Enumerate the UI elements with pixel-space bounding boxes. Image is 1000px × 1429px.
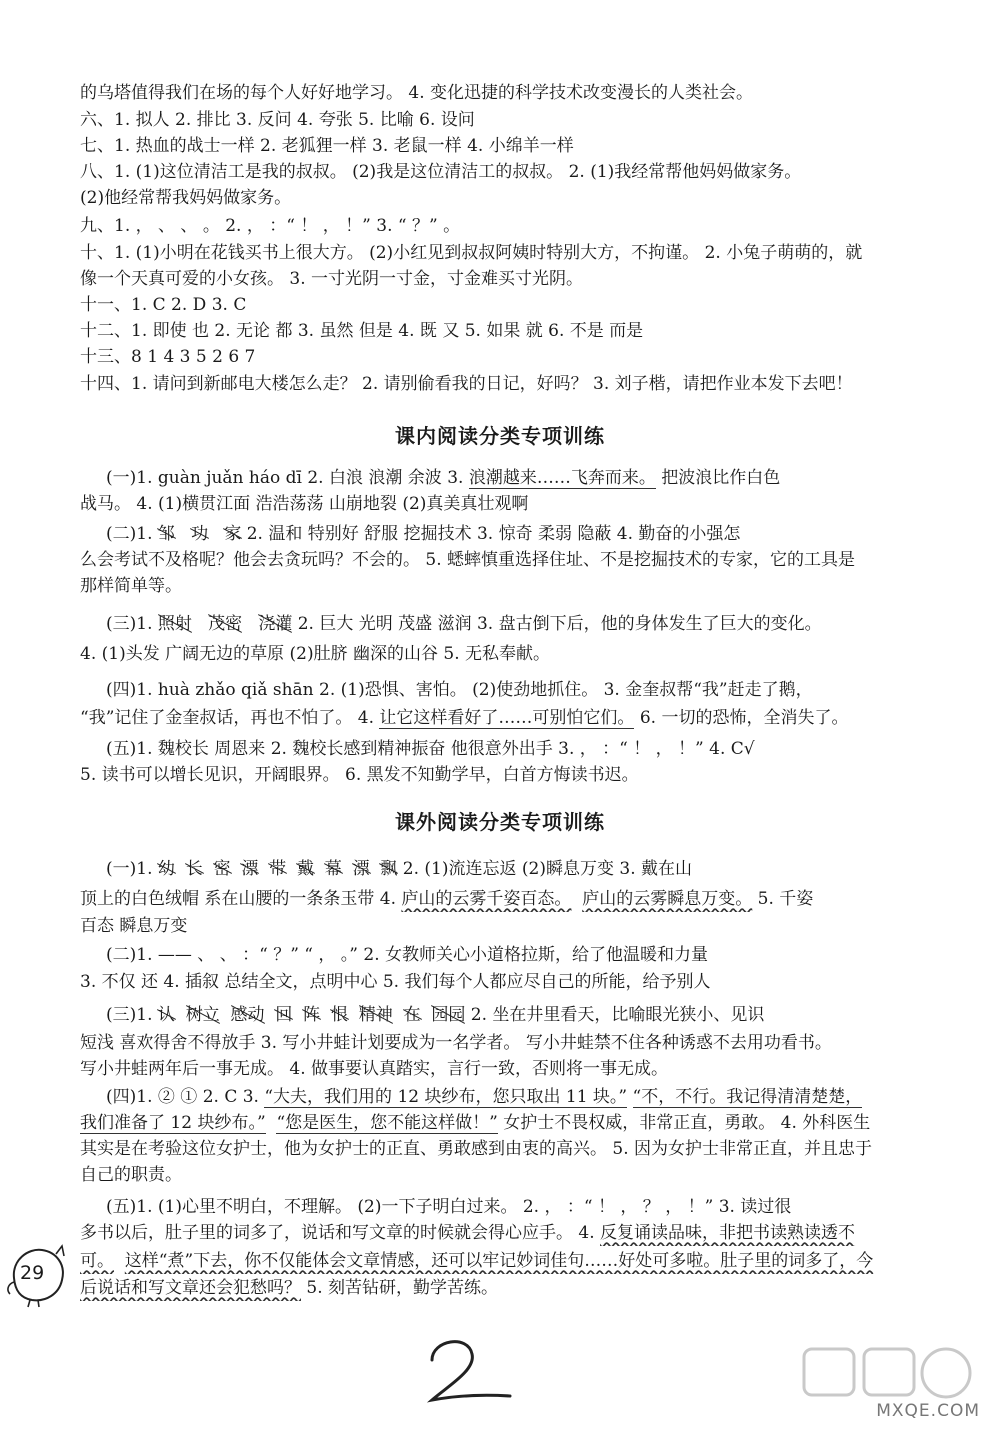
text-span: (一)1. — [106, 859, 158, 879]
text-span: (四)1. ② ① 2. C 3. — [106, 1087, 265, 1107]
underlined-answer: 让它这样看好了……可别怕它们。 — [379, 708, 635, 728]
text-line: 4. (1)头发 广阔无边的草原 (2)肚脐 幽深的山谷 5. 无私奉献。 — [80, 644, 551, 664]
watermark-text: MXQE.COM — [876, 1401, 980, 1421]
text-line — [106, 1084, 920, 1110]
text-line: 其实是在考验这位女护士，他为女护士的正直、勇敢感到由衷的高兴。 5. 因为女护士非常正直，并且忠于 — [80, 1139, 873, 1159]
text-line: (五)1. (1)心里不明白，不理解。 (2)一下子明白过来。 2. ， ：“ ！ ， ？ ， ！” 3. 读过很 — [106, 1197, 792, 1217]
text-span: 2. (1)流连忘返 (2)瞬息万变 3. 戴在山 — [397, 859, 693, 879]
crossed-word: 邹 — [158, 521, 175, 547]
text-span: 2. 温和 特别好 舒服 挖掘技术 3. 惊奇 柔弱 隐蔽 4. 勤奋的小强怎 — [241, 524, 741, 544]
crossed-word: 感动 — [231, 1002, 265, 1028]
crossed-word: 密 — [214, 856, 231, 882]
text-span: 多书以后，肚子里的词多了，说话和写文章的时候就会得心应手。 4. — [80, 1223, 601, 1243]
text-line: 那样简单等。 — [80, 576, 182, 596]
crossed-word: 认 — [158, 1002, 175, 1028]
crossed-word: 回 — [275, 1002, 292, 1028]
text-span: 2. 坐在井里看天，比喻眼光狭小、见识 — [465, 1005, 765, 1025]
text-line — [80, 1220, 920, 1246]
crossed-word: 家 — [224, 521, 241, 547]
text-line — [80, 1110, 920, 1136]
crossed-word: 长 — [186, 856, 203, 882]
text-span: 女护士不畏权威，非常正直，勇敢。 4. 外科医生 — [497, 1113, 871, 1133]
text-line — [106, 856, 920, 882]
crossed-word: 功 — [191, 521, 208, 547]
crossed-word: 照射 — [158, 611, 192, 637]
text-line — [80, 705, 920, 731]
underlined-answer: 我们准备了 12 块纱布。” — [80, 1113, 266, 1133]
section-heading: 课外阅读分类专项训练 — [395, 810, 605, 834]
crossed-word: 恨 — [331, 1002, 348, 1028]
text-line: 十、1. (1)小明在花钱买书上很大方。 (2)小红见到叔叔阿姨时特别大方，不拘谨。 2. 小兔子萌萌的，就 — [80, 243, 863, 263]
crossed-word: 带 — [269, 856, 286, 882]
text-line: (二)1. —— 、 、 ：“ ？” “ ， 。” 2. 女教师关心小道格拉斯，给了他温暖和力量 — [106, 945, 709, 965]
underlined-answer: “不，不行。我记得清清楚楚， — [632, 1087, 863, 1107]
text-line: 自己的职责。 — [80, 1165, 182, 1185]
text-line: 5. 读书可以增长见识，开阔眼界。 6. 黑发不知勤学早，白首方悔读书迟。 — [80, 765, 639, 785]
text-line: 写小井蛙两年后一事无成。 4. 做事要认真踏实，言行一致，否则将一事无成。 — [80, 1059, 669, 1079]
text-line — [106, 465, 920, 491]
text-line — [80, 1275, 920, 1301]
text-line: 短浅 喜欢得舍不得放手 3. 写小井蛙计划要成为一名学者。 写小井蛙禁不住各种诱惑不去用功看书。 — [80, 1033, 832, 1053]
page-number: 29 — [20, 1262, 45, 1284]
crossed-word: 在 — [404, 1002, 421, 1028]
text-line — [80, 1248, 920, 1274]
underlined-answer: 庐山的云雾千姿百态。 — [401, 889, 572, 909]
text-line: 八、1. (1)这位清洁工是我的叔叔。 (2)我是这位清洁工的叔叔。 2. (1)我经常帮他妈妈做家务。 — [80, 162, 802, 182]
crossed-word: 漂 — [241, 856, 258, 882]
text-line: 六、1. 拟人 2. 排比 3. 反问 4. 夸张 5. 比喻 6. 设问 — [80, 110, 475, 130]
crossed-word: 幕 — [325, 856, 342, 882]
underlined-answer: 反复诵读品味，非把书读熟读透不 — [600, 1223, 856, 1243]
handwritten-mark — [418, 1330, 518, 1410]
crossed-word: 浇灌 — [258, 611, 292, 637]
text-line: 百态 瞬息万变 — [80, 916, 188, 936]
text-line: (四)1. huà zhǎo qiǎ shān 2. (1)恐惧、害怕。 (2)使劲地抓住。 3. 金奎叔帮“我”赶走了鹅， — [106, 680, 813, 700]
text-line: (2)他经常帮我妈妈做家务。 — [80, 188, 292, 208]
text-line — [80, 886, 920, 912]
crossed-word: 漂 — [353, 856, 370, 882]
text-span: (二)1. — [106, 524, 158, 544]
underlined-answer: 浪潮越来……飞奔而来。 — [468, 468, 656, 488]
text-line: 像一个天真可爱的小女孩。 3. 一寸光阴一寸金，寸金难买寸光阴。 — [80, 269, 584, 289]
text-span: “我”记住了金奎叔话，再也不怕了。 4. — [80, 708, 380, 728]
text-span: (三)1. — [106, 614, 158, 634]
section-heading: 课内阅读分类专项训练 — [395, 424, 605, 448]
underlined-answer: 庐山的云雾瞬息万变。 — [582, 889, 753, 909]
text-span: 6. 一切的恐怖，全消失了。 — [634, 708, 849, 728]
underlined-answer: 后说话和写文章还会犯愁吗？ — [80, 1278, 301, 1298]
underlined-answer: “您是医生，您不能这样做！” — [276, 1113, 498, 1133]
crossed-word: 幼 — [158, 856, 175, 882]
text-line: 么会考试不及格呢？他会去贪玩吗？不会的。 5. 蟋蟀慎重选择住址、不是挖掘技术的专家，它的工具是 — [80, 550, 856, 570]
text-span: (一)1. guàn juǎn háo dī 2. 白浪 浪潮 余波 3. — [106, 468, 469, 488]
text-line — [106, 521, 920, 547]
text-line: 十四、1. 请问到新邮电大楼怎么走？ 2. 请别偷看我的日记，好吗？ 3. 刘子楷，请把作业本发下去吧！ — [80, 374, 853, 394]
text-line: 十一、1. C 2. D 3. C — [80, 295, 247, 315]
crossed-word: 阵 — [303, 1002, 320, 1028]
underlined-answer: 可。 — [80, 1251, 114, 1271]
text-line: 九、1. ， 、 、 。 2. ， ：“ ！ ， ！” 3. “ ？” 。 — [80, 216, 461, 236]
text-line: 十二、1. 即使 也 2. 无论 都 3. 虽然 但是 4. 既 又 5. 如果 就 6. 不是 而是 — [80, 321, 644, 341]
text-span: 顶上的白色绒帽 系在山腰的一条条玉带 4. — [80, 889, 402, 909]
crossed-word: 茂密 — [208, 611, 242, 637]
text-span: 2. 巨大 光明 茂盛 滋润 3. 盘古倒下后，他的身体发生了巨大的变化。 — [292, 614, 822, 634]
text-line — [106, 1002, 920, 1028]
text-span: 5. 千姿 — [752, 889, 814, 909]
underlined-answer: 这样“煮”下去，你不仅能体会文章情感，还可以牢记妙词佳句……好处可多啦。肚子里的词多了，今 — [124, 1251, 874, 1271]
text-line: 十三、8 1 4 3 5 2 6 7 — [80, 347, 256, 367]
text-span: 5. 刻苦钻研，勤学苦练。 — [301, 1278, 499, 1298]
crossed-word: 精神 — [359, 1002, 393, 1028]
text-span: (三)1. — [106, 1005, 158, 1025]
crossed-word: 园园 — [431, 1002, 465, 1028]
text-line: (五)1. 魏校长 周恩来 2. 魏校长感到精神振奋 他很意外出手 3. ， ：“ ！ ， ！” 4. C√ — [106, 739, 755, 759]
crossed-word: 树立 — [186, 1002, 220, 1028]
text-span: 把波浪比作白色 — [655, 468, 781, 488]
text-line: 的乌塔值得我们在场的每个人好好地学习。 4. 变化迅捷的科学技术改变漫长的人类社会。 — [80, 83, 754, 103]
underlined-answer: “大夫，我们用的 12 块纱布，您只取出 11 块。” — [264, 1087, 628, 1107]
crossed-word: 飘 — [380, 856, 397, 882]
text-line — [106, 611, 920, 637]
crossed-word: 戴 — [297, 856, 314, 882]
text-line: 3. 不仅 还 4. 插叙 总结全文，点明中心 5. 我们每个人都应尽自己的所能，给予别人 — [80, 972, 711, 992]
text-line: 七、1. 热血的战士一样 2. 老狐狸一样 3. 老鼠一样 4. 小绵羊一样 — [80, 136, 574, 156]
text-line: 战马。 4. (1)横贯江面 浩浩荡荡 山崩地裂 (2)真美真壮观啊 — [80, 494, 529, 514]
